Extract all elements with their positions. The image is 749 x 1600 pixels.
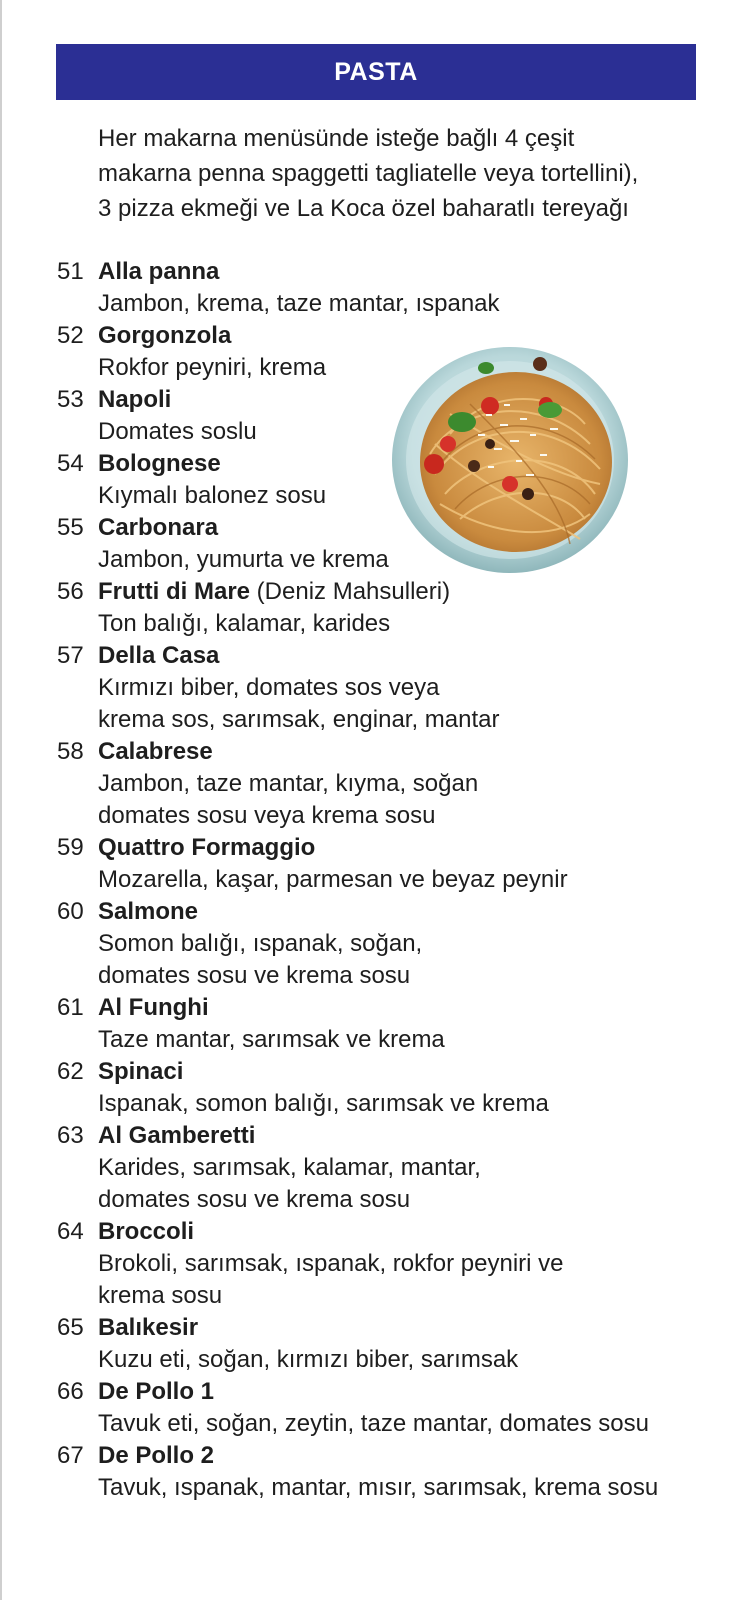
menu-item-name: Frutti di Mare — [98, 578, 251, 605]
menu-item-number: 64 — [57, 1218, 84, 1245]
menu-item-description: Ton balığı, kalamar, karides — [98, 610, 391, 637]
menu-item — [0, 1440, 749, 1504]
menu-item — [0, 1376, 749, 1440]
menu-item-title — [98, 1056, 749, 1088]
menu-item-number: 59 — [57, 834, 84, 861]
menu-item-name: Quattro Formaggio — [98, 834, 316, 861]
menu-item-title — [98, 736, 749, 768]
menu-item-title — [98, 1312, 749, 1344]
menu-item-title — [98, 640, 749, 672]
menu-item-description: Brokoli, sarımsak, ıspanak, rokfor peyniri ve — [98, 1250, 564, 1277]
menu-item — [0, 1056, 749, 1120]
menu-item-number: 58 — [57, 738, 84, 765]
intro-line: makarna penna spaggetti tagliatelle veya tortellini), — [98, 160, 639, 187]
menu-item — [0, 256, 749, 320]
menu-item-name: Napoli — [98, 386, 172, 413]
menu-item-description: Mozarella, kaşar, parmesan ve beyaz peynir — [98, 866, 568, 893]
menu-item-number: 67 — [57, 1442, 84, 1469]
menu-item — [0, 576, 749, 640]
menu-item — [0, 1120, 749, 1216]
menu-item-title — [98, 576, 749, 608]
menu-item — [0, 320, 749, 384]
menu-list — [0, 256, 749, 1504]
menu-item — [0, 736, 749, 832]
menu-item — [0, 832, 749, 896]
menu-item-number: 54 — [57, 450, 84, 477]
section-title: PASTA — [334, 57, 418, 86]
menu-item-name: Carbonara — [98, 514, 219, 541]
intro-text — [98, 121, 718, 226]
menu-item-name: Bolognese — [98, 450, 221, 477]
menu-item-name: De Pollo 1 — [98, 1378, 215, 1405]
menu-item-description: Ispanak, somon balığı, sarımsak ve krema — [98, 1090, 549, 1117]
menu-item-name: De Pollo 2 — [98, 1442, 215, 1469]
menu-item-description: Jambon, yumurta ve krema — [98, 546, 389, 573]
menu-item-number: 52 — [57, 322, 84, 349]
menu-item-number: 56 — [57, 578, 84, 605]
menu-item-name: Al Funghi — [98, 994, 209, 1021]
menu-item-description: Domates soslu — [98, 418, 257, 445]
menu-item-number: 65 — [57, 1314, 84, 1341]
menu-item-title — [98, 992, 749, 1024]
menu-item-title — [98, 896, 749, 928]
menu-item-description: domates sosu veya krema sosu — [98, 802, 436, 829]
menu-item-description: Tavuk, ıspanak, mantar, mısır, sarımsak, krema sosu — [98, 1474, 659, 1501]
menu-item-title — [98, 1120, 749, 1152]
menu-item — [0, 448, 749, 512]
menu-item-name: Della Casa — [98, 642, 220, 669]
menu-item-number: 55 — [57, 514, 84, 541]
menu-item-description: domates sosu ve krema sosu — [98, 962, 411, 989]
menu-item-name: Al Gamberetti — [98, 1122, 256, 1149]
menu-item-number: 57 — [57, 642, 84, 669]
menu-item-description: Tavuk eti, soğan, zeytin, taze mantar, domates sosu — [98, 1410, 649, 1437]
menu-item-name: Balıkesir — [98, 1314, 199, 1341]
menu-item-title — [98, 1376, 749, 1408]
menu-item-title — [98, 1216, 749, 1248]
menu-item-name: Gorgonzola — [98, 322, 232, 349]
menu-item — [0, 1312, 749, 1376]
menu-item-description: Kuzu eti, soğan, kırmızı biber, sarımsak — [98, 1346, 519, 1373]
menu-item-description: krema sos, sarımsak, enginar, mantar — [98, 706, 500, 733]
menu-item — [0, 640, 749, 736]
menu-item-title — [98, 832, 749, 864]
menu-item-number: 53 — [57, 386, 84, 413]
menu-item-name: Broccoli — [98, 1218, 195, 1245]
menu-item-title — [98, 1440, 749, 1472]
menu-item-description: Jambon, taze mantar, kıyma, soğan — [98, 770, 479, 797]
section-header — [56, 44, 696, 100]
menu-item-description: krema sosu — [98, 1282, 223, 1309]
menu-item-number: 66 — [57, 1378, 84, 1405]
menu-item-number: 60 — [57, 898, 84, 925]
intro-line: Her makarna menüsünde isteğe bağlı 4 çeşit — [98, 125, 575, 152]
menu-item-description: Kırmızı biber, domates sos veya — [98, 674, 440, 701]
intro-line: 3 pizza ekmeği ve La Koca özel baharatlı tereyağı — [98, 195, 629, 222]
menu-item-description: Kıymalı balonez sosu — [98, 482, 327, 509]
menu-item — [0, 992, 749, 1056]
menu-item-description: Jambon, krema, taze mantar, ıspanak — [98, 290, 500, 317]
menu-item-number: 62 — [57, 1058, 84, 1085]
menu-item-number: 51 — [57, 258, 84, 285]
menu-item — [0, 512, 749, 576]
menu-item-name: Salmone — [98, 898, 199, 925]
menu-item-description: Karides, sarımsak, kalamar, mantar, — [98, 1154, 481, 1181]
menu-item — [0, 1216, 749, 1312]
menu-item-number: 61 — [57, 994, 84, 1021]
menu-item — [0, 384, 749, 448]
menu-item-name: Alla panna — [98, 258, 220, 285]
menu-item-description: Somon balığı, ıspanak, soğan, — [98, 930, 423, 957]
menu-item-description: domates sosu ve krema sosu — [98, 1186, 411, 1213]
menu-item-name: Spinaci — [98, 1058, 184, 1085]
menu-item-description: Rokfor peyniri, krema — [98, 354, 327, 381]
menu-item-title — [98, 256, 749, 288]
menu-item-name-note: (Deniz Mahsulleri) — [250, 578, 451, 605]
pasta-dish-image — [390, 344, 630, 576]
menu-item-name: Calabrese — [98, 738, 213, 765]
menu-item-number: 63 — [57, 1122, 84, 1149]
menu-item-description: Taze mantar, sarımsak ve krema — [98, 1026, 445, 1053]
menu-item — [0, 896, 749, 992]
